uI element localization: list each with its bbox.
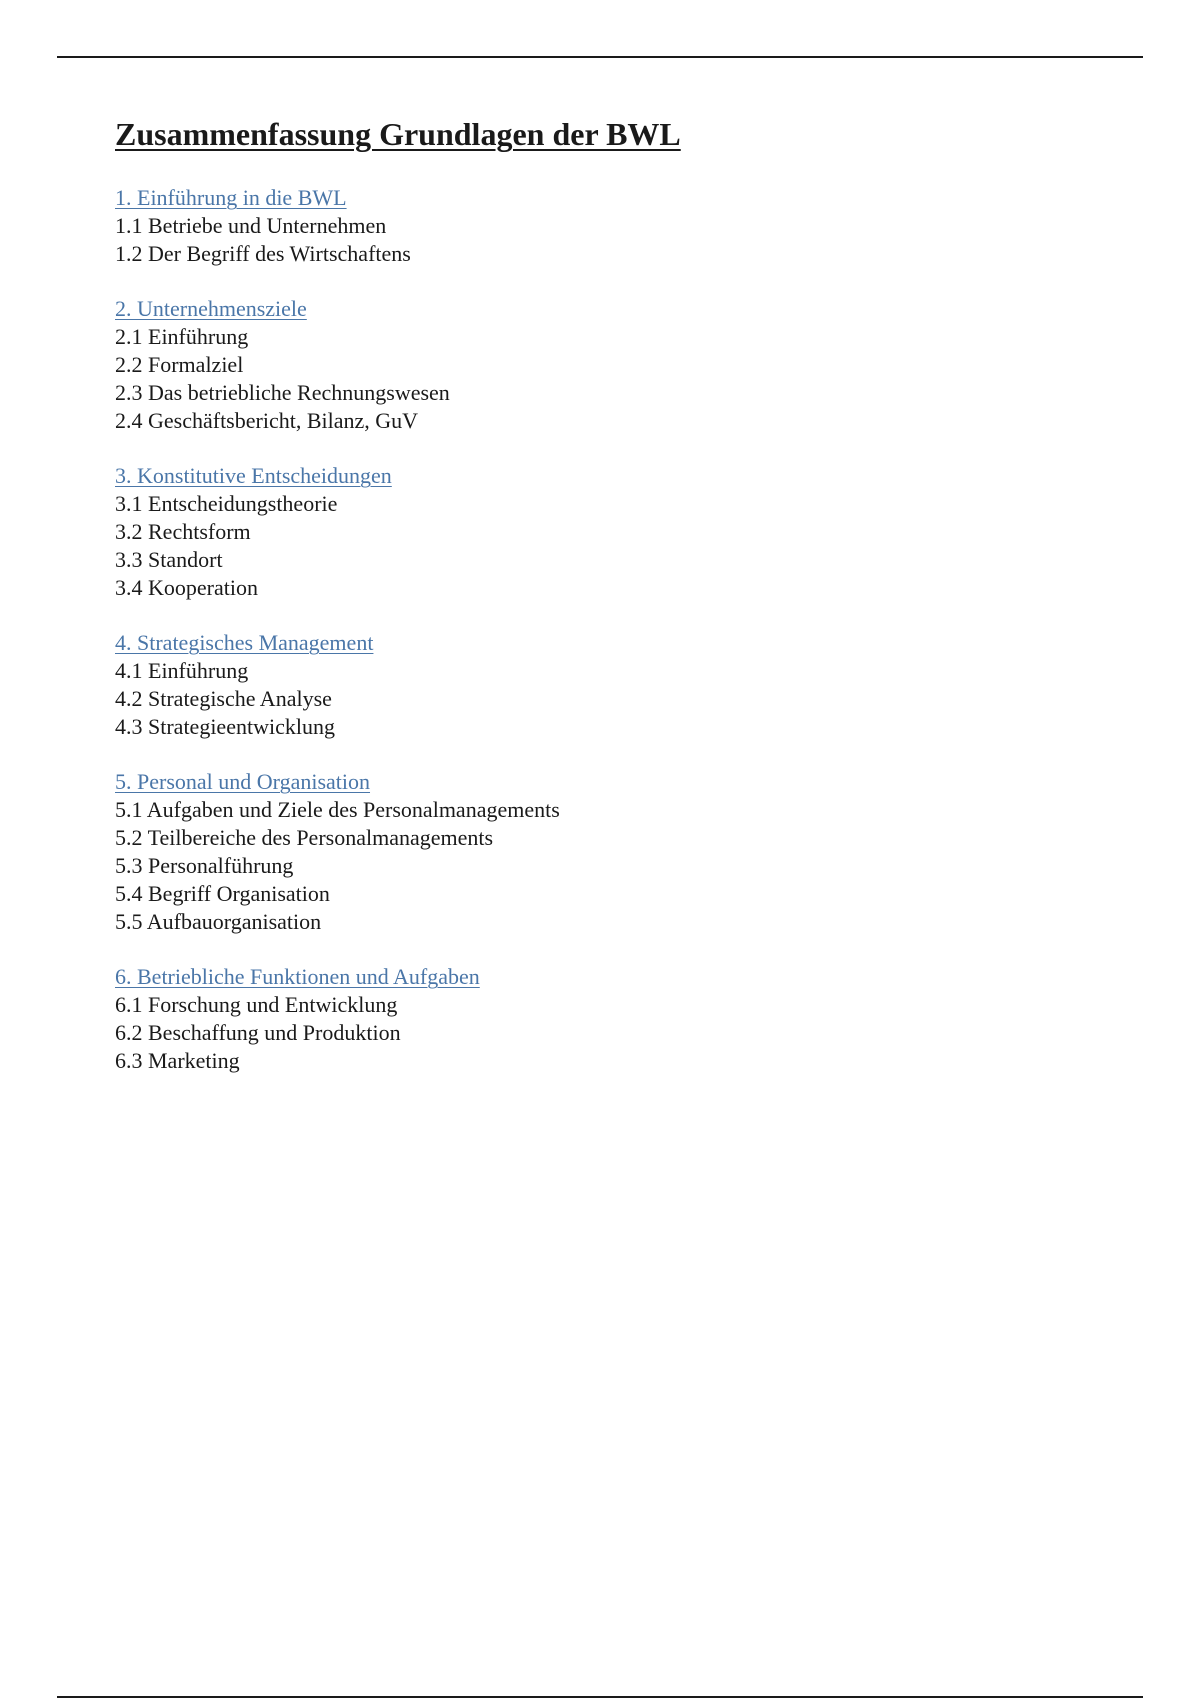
toc-item: 3.1 Entscheidungstheorie: [115, 491, 338, 516]
toc-item: 2.4 Geschäftsbericht, Bilanz, GuV: [115, 408, 419, 433]
toc-item: 3.4 Kooperation: [115, 575, 258, 600]
toc-item: 6.3 Marketing: [115, 1048, 240, 1073]
toc-item: 4.3 Strategieentwicklung: [115, 714, 335, 739]
toc-item: 5.3 Personalführung: [115, 853, 294, 878]
toc-item: 2.3 Das betriebliche Rechnungswesen: [115, 380, 450, 405]
document-title: Zusammenfassung Grundlagen der BWL: [115, 116, 681, 152]
toc-link-einfuehrung-bwl[interactable]: 1. Einführung in die BWL: [115, 185, 347, 210]
toc-item: 5.4 Begriff Organisation: [115, 881, 330, 906]
toc-item: 5.5 Aufbauorganisation: [115, 909, 322, 934]
toc-section-4: [115, 629, 1115, 741]
toc-item: 6.1 Forschung und Entwicklung: [115, 992, 398, 1017]
toc-item: 4.1 Einführung: [115, 658, 249, 683]
toc-item: 1.2 Der Begriff des Wirtschaftens: [115, 241, 411, 266]
toc-item: 3.2 Rechtsform: [115, 519, 251, 544]
toc-item: 1.1 Betriebe und Unternehmen: [115, 213, 387, 238]
toc-item: 6.2 Beschaffung und Produktion: [115, 1020, 401, 1045]
toc-item: 3.3 Standort: [115, 547, 223, 572]
toc-section-2: [115, 295, 1115, 435]
bottom-rule: [57, 1696, 1143, 1698]
top-rule: [57, 56, 1143, 58]
toc-link-strategisches-management[interactable]: 4. Strategisches Management: [115, 630, 374, 655]
toc-item: 4.2 Strategische Analyse: [115, 686, 332, 711]
toc-section-1: [115, 184, 1115, 268]
toc-item: 5.2 Teilbereiche des Personalmanagements: [115, 825, 494, 850]
toc-section-6: [115, 963, 1115, 1075]
toc-link-betriebliche-funktionen[interactable]: 6. Betriebliche Funktionen und Aufgaben: [115, 964, 480, 989]
toc-section-5: [115, 768, 1115, 936]
toc-item: 2.2 Formalziel: [115, 352, 244, 377]
toc-link-personal-organisation[interactable]: 5. Personal und Organisation: [115, 769, 371, 794]
document-body: [115, 112, 1115, 1102]
toc-item: 5.1 Aufgaben und Ziele des Personalmanagements: [115, 797, 560, 822]
toc-link-unternehmensziele[interactable]: 2. Unternehmensziele: [115, 296, 307, 321]
toc-section-3: [115, 462, 1115, 602]
toc-item: 2.1 Einführung: [115, 324, 249, 349]
toc-link-konstitutive-entscheidungen[interactable]: 3. Konstitutive Entscheidungen: [115, 463, 392, 488]
